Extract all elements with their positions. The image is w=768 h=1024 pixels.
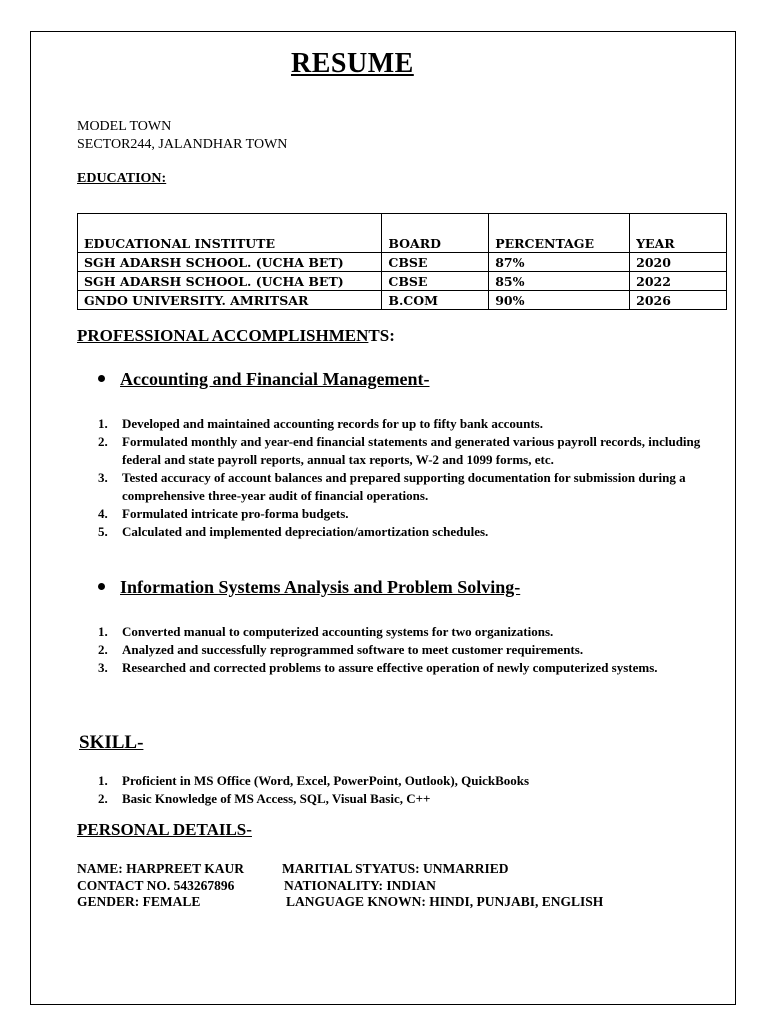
list-item: Tested accuracy of account balances and prepared supporting documentation for submission during a comprehensive three-year audit of financial operations. — [122, 470, 686, 503]
accounting-list — [77, 415, 722, 541]
accomplishments-heading — [77, 326, 395, 346]
table-cell: SGH ADARSH SCHOOL. (UCHA BET) — [78, 253, 382, 272]
skills-heading: SKILL- — [79, 732, 144, 753]
education-heading: EDUCATION: — [77, 171, 167, 186]
accomplishments-heading-underlined: PROFESSIONAL ACCOMPLISHMEN — [77, 326, 369, 345]
table-cell: SGH ADARSH SCHOOL. (UCHA BET) — [78, 272, 382, 291]
education-table — [77, 213, 727, 310]
table-cell: CBSE — [382, 253, 489, 272]
list-item: Developed and maintained accounting records for up to fifty bank accounts. — [122, 416, 543, 431]
table-cell: 85% — [489, 272, 630, 291]
table-cell: B.COM — [382, 291, 489, 310]
table-cell: 2020 — [630, 253, 727, 272]
info-systems-list — [77, 623, 722, 677]
list-item: Analyzed and successfully reprogrammed software to meet customer requirements. — [122, 642, 584, 657]
list-item: Formulated intricate pro-forma budgets. — [122, 506, 349, 521]
table-cell: CBSE — [382, 272, 489, 291]
personal-nationality: NATIONALITY: INDIAN — [284, 878, 436, 893]
personal-gender: GENDER: FEMALE — [77, 894, 201, 909]
list-item: Researched and corrected problems to assure effective operation of newly computerized systems. — [122, 660, 658, 675]
bullet-icon — [98, 583, 105, 590]
column-header: BOARD — [382, 214, 489, 253]
list-item: Calculated and implemented depreciation/amortization schedules. — [122, 524, 489, 539]
table-cell: 90% — [489, 291, 630, 310]
personal-contact: CONTACT NO. 543267896 — [77, 878, 235, 893]
section-title: Accounting and Financial Management- — [120, 369, 430, 389]
list-item: Basic Knowledge of MS Access, SQL, Visual Basic, C++ — [122, 791, 431, 806]
personal-marital-status: MARITIAL STYATUS: UNMARRIED — [282, 861, 509, 876]
column-header: EDUCATIONAL INSTITUTE — [78, 214, 382, 253]
table-cell: 2022 — [630, 272, 727, 291]
page-title: RESUME — [291, 48, 414, 79]
list-item: Converted manual to computerized accounting systems for two organizations. — [122, 624, 554, 639]
section-heading-accounting — [98, 369, 430, 390]
table-cell: GNDO UNIVERSITY. AMRITSAR — [78, 291, 382, 310]
skills-list — [77, 772, 722, 808]
list-item: Formulated monthly and year-end financial statements and generated various payroll records, including federal and state payroll reports, annual tax reports, W-2 and 1099 forms, etc. — [122, 434, 701, 467]
table-header-row — [78, 214, 727, 253]
column-header: PERCENTAGE — [489, 214, 630, 253]
table-row — [78, 291, 727, 310]
personal-details-heading: PERSONAL DETAILS- — [77, 820, 252, 839]
list-item: Proficient in MS Office (Word, Excel, PowerPoint, Outlook), QuickBooks — [122, 773, 530, 788]
personal-name: NAME: HARPREET KAUR — [77, 861, 245, 876]
table-cell: 87% — [489, 253, 630, 272]
table-row — [78, 272, 727, 291]
column-header: YEAR — [630, 214, 727, 253]
section-title: Information Systems Analysis and Problem Solving- — [120, 577, 521, 597]
personal-languages: LANGUAGE KNOWN: HINDI, PUNJABI, ENGLISH — [286, 894, 604, 909]
accomplishments-heading-rest: TS: — [368, 326, 395, 345]
bullet-icon — [98, 375, 105, 382]
address-line-1: MODEL TOWN — [77, 119, 172, 134]
section-heading-info-systems — [98, 577, 520, 598]
table-cell: 2026 — [630, 291, 727, 310]
address-line-2: SECTOR244, JALANDHAR TOWN — [77, 137, 288, 152]
table-row — [78, 253, 727, 272]
